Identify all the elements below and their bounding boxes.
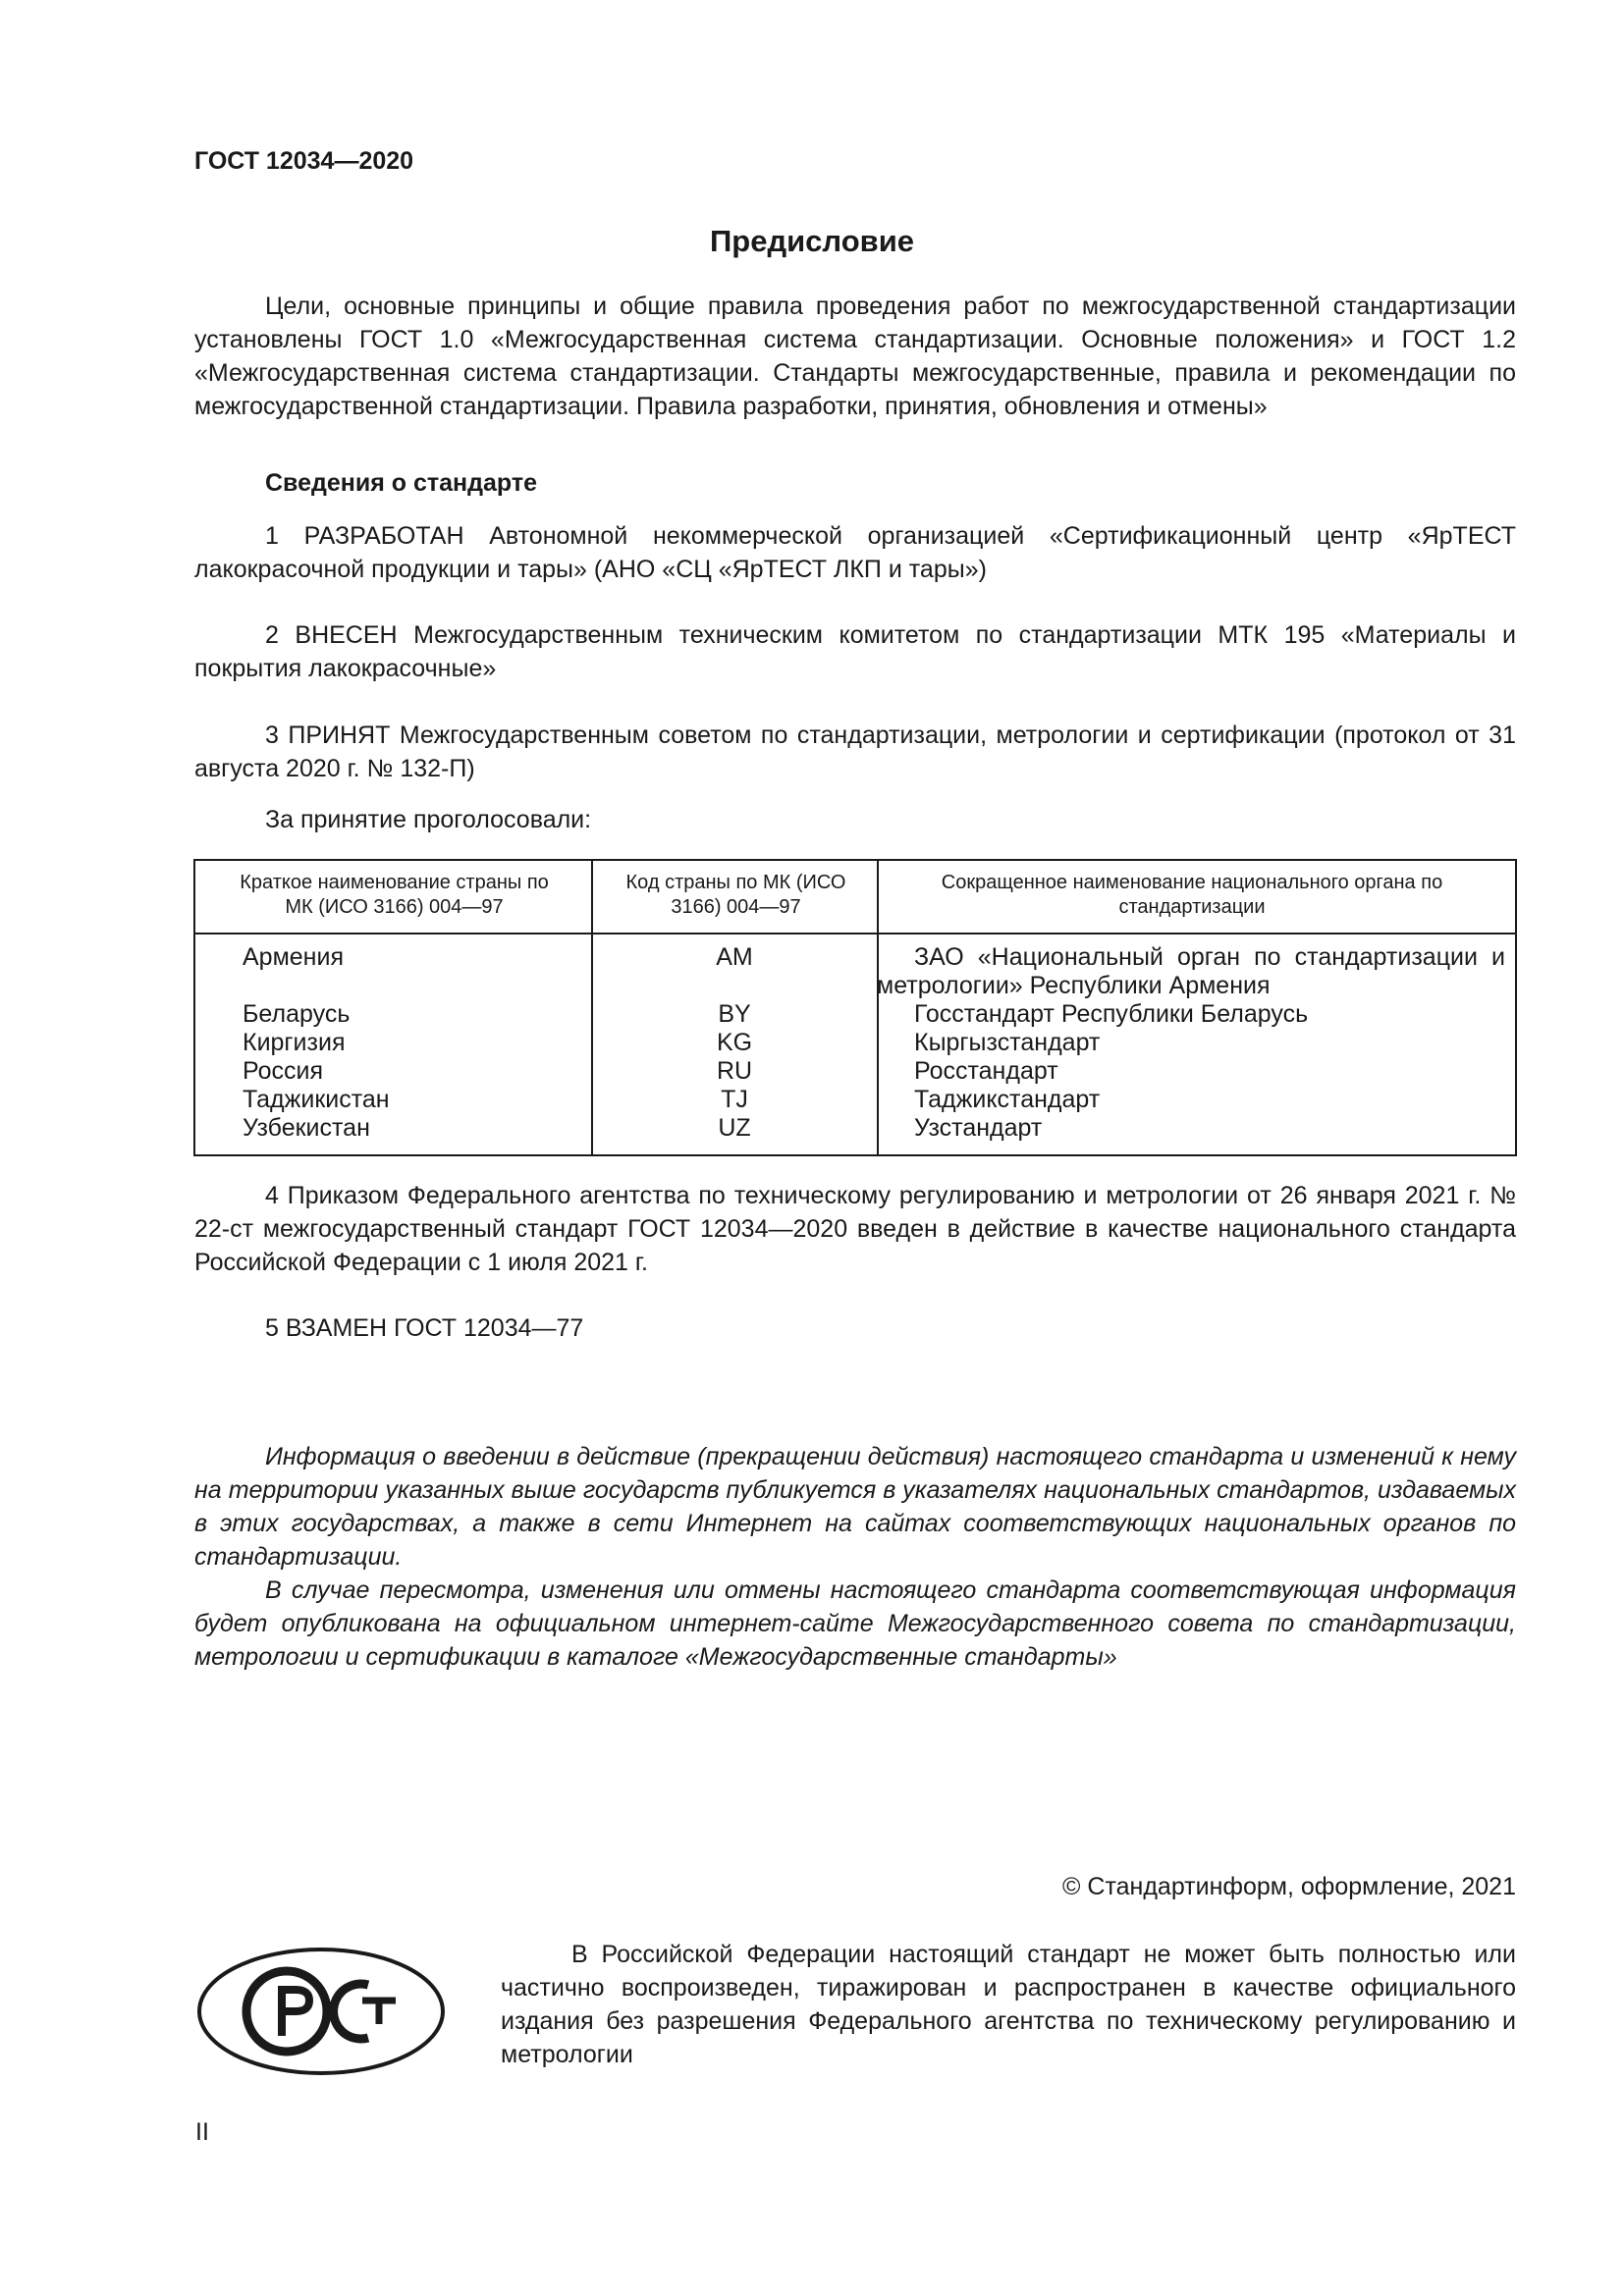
item-5-replaces: 5 ВЗАМЕН ГОСТ 12034—77	[265, 1314, 584, 1342]
table-cell-country: Армения	[243, 943, 344, 971]
info-paragraph-2: В случае пересмотра, изменения или отмены настоящего стандарта соответствующая информация будет опубликована на официальном интернет-сайте Межгосударственного совета по стандартизации, метрологии и сертификации в каталоге «Межгосударственные стандарты»	[194, 1576, 1516, 1671]
table-cell-organ: Кыргызстандарт	[914, 1029, 1101, 1056]
document-id: ГОСТ 12034—2020	[194, 147, 414, 175]
page-number: II	[195, 2118, 209, 2146]
table-cell-country: Беларусь	[243, 1000, 351, 1028]
table-header-organ: Сокращенное наименование национального органа по стандартизации	[941, 872, 1443, 918]
table-cell-country: Таджикистан	[243, 1086, 390, 1113]
table-cell-organ: Госстандарт Республики Беларусь	[914, 1000, 1309, 1028]
country-column	[243, 943, 576, 1143]
table-header-divider	[195, 933, 1515, 934]
voting-table	[193, 859, 1517, 1156]
item-2-submitted: 2 ВНЕСЕН Межгосударственным техническим комитетом по стандартизации МТК 195 «Материалы и покрытия лакокрасочные»	[194, 621, 1516, 682]
vote-intro: За принятие проголосовали:	[265, 806, 592, 833]
table-cell-country: Узбекистан	[243, 1114, 370, 1142]
rst-logo-icon	[195, 1946, 447, 2077]
code-column	[593, 943, 876, 1143]
table-cell-organ: ЗАО «Национальный орган по стандартизации и	[914, 943, 1505, 971]
table-cell-country: Киргизия	[243, 1029, 346, 1056]
table-cell-country: Россия	[243, 1057, 323, 1085]
intro-paragraph: Цели, основные принципы и общие правила проведения работ по межгосударственной стандартизации установлены ГОСТ 1.0 «Межгосударственная система стандартизации. Основные положения» и ГОСТ 1.2 «Межгосударственная система стандартизации. Стандарты межгосударственные, правила и рекомендации по межгосударственной стандартизации. Правила разработки, принятия, обновления и отмены»	[194, 293, 1516, 420]
table-cell-organ: Росстандарт	[914, 1057, 1058, 1085]
table-cell-code: BY	[718, 1000, 751, 1028]
organ-column	[877, 943, 1505, 1143]
info-paragraph-1: Информация о введении в действие (прекращении действия) настоящего стандарта и изменений к нему на территории указанных выше государств публикуется в указателях национальных стандартов, издаваемых в этих государствах, а также в сети Интернет на сайтах соответствующих национальных органов по стандартизации.	[194, 1443, 1516, 1571]
table-cell-code: KG	[716, 1029, 753, 1056]
table-cell-code: TJ	[721, 1086, 748, 1113]
copyright: © Стандартинформ, оформление, 2021	[1062, 1873, 1516, 1900]
table-header-country: Краткое наименование страны по МК (ИСО 3166) 004—97	[240, 872, 549, 918]
item-1-developed: 1 РАЗРАБОТАН Автономной некоммерческой организацией «Сертификационный центр «ЯрТЕСТ лакокрасочной продукции и тары» (АНО «СЦ «ЯрТЕСТ ЛКП и тары»)	[194, 522, 1516, 583]
table-cell-code: AM	[716, 943, 753, 971]
standard-info-heading: Сведения о стандарте	[265, 469, 538, 497]
table-cell-organ: Узстандарт	[914, 1114, 1043, 1142]
table-cell-code: UZ	[718, 1114, 751, 1142]
table-cell-organ: Таджикстандарт	[914, 1086, 1101, 1113]
item-3-adopted: 3 ПРИНЯТ Межгосударственным советом по стандартизации, метрологии и сертификации (протокол от 31 августа 2020 г. № 132-П)	[194, 721, 1516, 782]
table-cell-code: RU	[716, 1057, 753, 1085]
table-cell-organ: метрологии» Республики Армения	[877, 972, 1271, 999]
page-title: Предисловие	[709, 224, 914, 258]
item-4-order: 4 Приказом Федерального агентства по техническому регулированию и метрологии от 26 января 2021 г. № 22-ст межгосударственный стандарт ГОСТ 12034—2020 введен в действие в качестве национального стандарта Российской Федерации с 1 июля 2021 г.	[194, 1182, 1516, 1276]
table-header-code: Код страны по МК (ИСО 3166) 004—97	[625, 872, 846, 918]
rights-notice: В Российской Федерации настоящий стандарт не может быть полностью или частично воспроизведен, тиражирован и распространен в качестве официального издания без разрешения Федерального агентства по техническому регулированию и метрологии	[501, 1941, 1516, 2068]
